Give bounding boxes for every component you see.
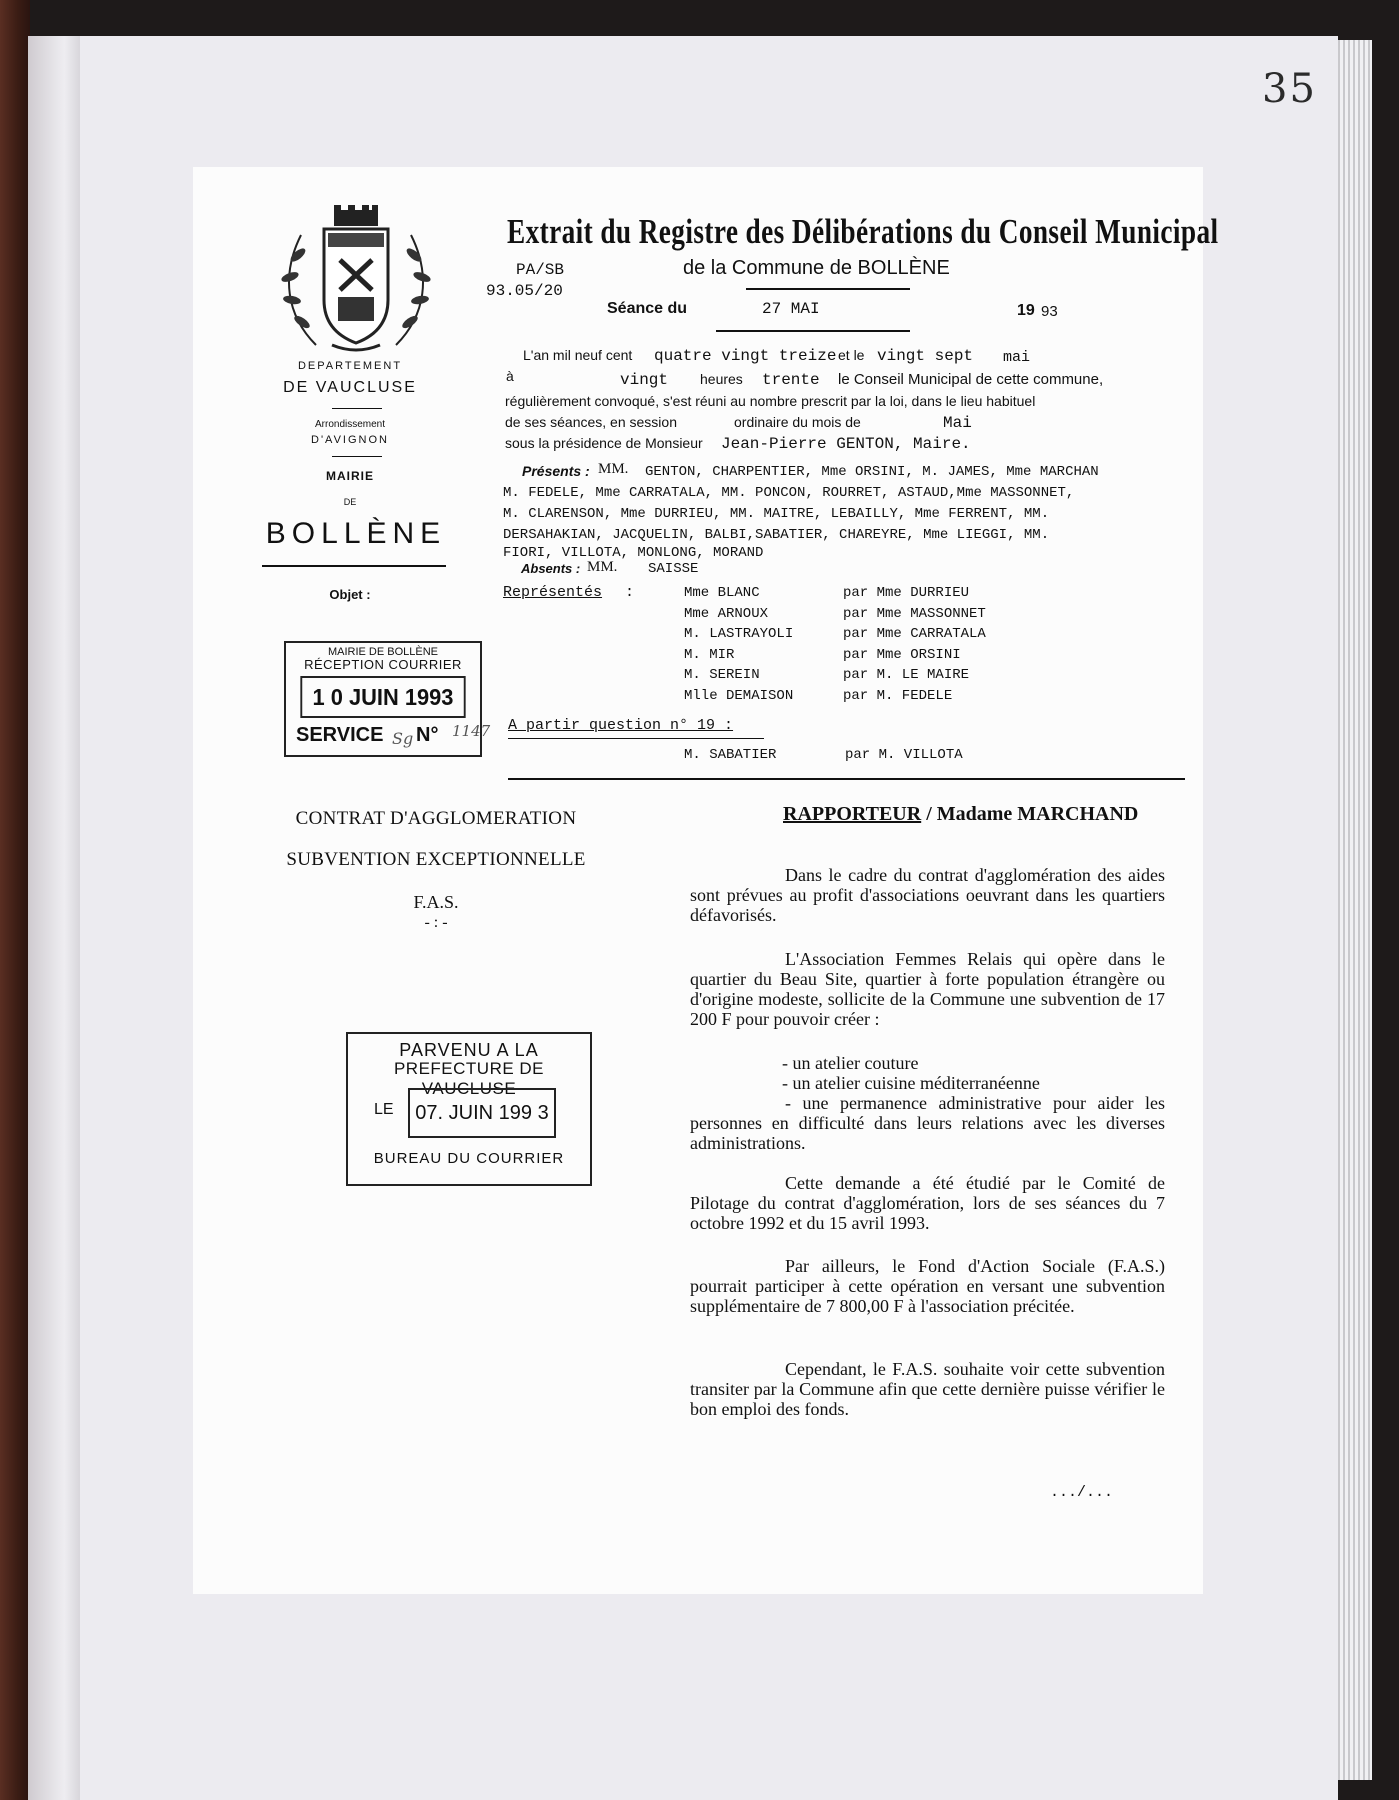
pref-bureau: BUREAU DU COURRIER — [373, 1150, 565, 1167]
absents-mm: MM. — [587, 559, 618, 575]
stamp-service: SERVICE — [296, 724, 384, 746]
body-paragraph-5: Cependant, le F.A.S. souhaite voir cette subvention transiter par la Commune afin que cette dernière puisse vérifier le bon emploi des fonds. — [690, 1359, 1165, 1419]
represented-name: Mlle DEMAISON — [684, 688, 794, 704]
representes-colon: : — [625, 584, 635, 601]
section-rule — [508, 778, 1185, 780]
pref-date: 07. JUIN 199 3 — [408, 1088, 556, 1138]
page-stack-edge — [1338, 40, 1372, 1780]
seance-label: Séance du — [607, 300, 688, 317]
departement-name: DE VAUCLUSE — [283, 379, 417, 396]
represented-name: M. LASTRAYOLI — [684, 626, 794, 642]
intro-l2-c: heures — [700, 371, 743, 387]
represented-name: M. SEREIN — [684, 667, 760, 683]
de-label: DE — [343, 497, 357, 507]
ref-code: PA/SB — [516, 261, 565, 279]
body-paragraph-1: Dans le cadre du contrat d'agglomération des aides sont prévues au profit d'associations oeuvrant dans les quartiers défavorisés. — [690, 865, 1165, 925]
objet-label: Objet : — [329, 587, 371, 602]
stamp-line2: RÉCEPTION COURRIER — [304, 657, 462, 672]
represented-by: par M. FEDELE — [843, 688, 953, 704]
objet-line3: F.A.S. — [413, 892, 459, 912]
pref-line2: PREFECTURE DE VAUCLUSE — [393, 1059, 545, 1098]
continued-marker: .../... — [1050, 1484, 1114, 1501]
intro-l2-a: à — [506, 368, 514, 384]
represented-by: par Mme CARRATALA — [843, 626, 986, 642]
objet-line1: CONTRAT D'AGGLOMERATION — [295, 808, 577, 829]
presents-mm: MM. — [598, 461, 629, 477]
intro-l2-e: le Conseil Municipal de cette commune, — [838, 371, 1104, 388]
intro-l4-b: ordinaire du mois de — [734, 414, 861, 430]
mairie-label: MAIRIE — [326, 469, 374, 483]
folio-number: 35 — [1262, 66, 1317, 112]
intro-l4-a: de ses séances, en session — [505, 414, 677, 430]
register-title: Extrait du Registre des Délibérations du Conseil Municipal — [507, 212, 1219, 251]
body-paragraph-2: L'Association Femmes Relais qui opère dans le quartier du Beau Site, quartier à forte population étrangère ou d'origine modeste, sollicite de la Commune une subvention de 17 200 F pour pouvoir créer : — [690, 949, 1165, 1029]
presents-line4: DERSAHAKIAN, JACQUELIN, BALBI,SABATIER, CHAREYRE, Mme LIEGGI, MM. — [503, 527, 1050, 543]
stamp-line1: MAIRIE DE BOLLÈNE — [327, 646, 439, 658]
year-suffix: 93 — [1041, 303, 1058, 320]
body-item-3: - une permanence administrative pour aider les personnes en difficulté dans leurs relations avec les diverses administrations. — [690, 1093, 1165, 1153]
arrondissement-name: D'AVIGNON — [311, 434, 389, 446]
intro-l1-e: mai — [1003, 349, 1031, 366]
partir-rule — [508, 738, 764, 739]
rapporteur-heading — [783, 803, 1138, 826]
represented-name: Mme BLANC — [684, 585, 760, 601]
represented-by: par Mme DURRIEU — [843, 585, 970, 601]
body-paragraph-3: Cette demande a été étudié par le Comité de Pilotage du contrat d'agglomération, lors de ses séances du 7 octobre 1992 et du 15 avril 1993. — [690, 1173, 1165, 1233]
represented-name: Mme ARNOUX — [684, 606, 769, 622]
represented-name: M. SABATIER — [684, 747, 777, 763]
divider — [332, 456, 382, 457]
intro-l2-b: vingt — [620, 371, 669, 389]
representes-label: Représentés — [503, 584, 603, 601]
objet-line4: - : - — [424, 914, 448, 931]
left-page-edge — [28, 36, 80, 1800]
reception-stamp — [284, 641, 491, 757]
represented-by: par M. LE MAIRE — [843, 667, 970, 683]
divider — [332, 408, 382, 409]
pref-le: LE — [374, 1101, 394, 1118]
seance-date: 27 MAI — [762, 300, 820, 318]
list-item: - un atelier cuisine méditerranéenne — [782, 1073, 1040, 1093]
represented-by: par Mme MASSONNET — [843, 606, 986, 622]
intro-l5-b: Jean-Pierre GENTON, Maire. — [721, 435, 971, 453]
intro-l2-d: trente — [762, 371, 820, 389]
rapporteur-label: RAPPORTEUR — [783, 803, 922, 825]
intro-l1-d: vingt sept — [877, 347, 974, 365]
partir-label: A partir question n° 19 : — [508, 717, 734, 734]
ref-date: 93.05/20 — [486, 282, 563, 300]
commune-underline — [262, 565, 446, 567]
intro-l1-c: et le — [838, 347, 865, 363]
body-paragraph-4: Par ailleurs, le Fond d'Action Sociale (F.A.S.) pourrait participer à cette opération en versant une subvention supplémentaire de 7 800,00 F à l'association précitée. — [690, 1256, 1165, 1316]
seance-rule — [716, 330, 910, 332]
absents-names: SAISSE — [648, 561, 699, 577]
represented-by: par M. VILLOTA — [845, 747, 963, 763]
absents-label: Absents : — [521, 561, 581, 576]
book-spine — [0, 0, 30, 1800]
presents-line3: M. CLARENSON, Mme DURRIEU, MM. MAITRE, LEBAILLY, Mme FERRENT, MM. — [503, 506, 1050, 522]
rapporteur-name: / Madame MARCHAND — [926, 803, 1139, 825]
stamp-service-hand: Sg — [392, 729, 414, 748]
subtitle-rule — [746, 288, 910, 290]
presents-line5: FIORI, VILLOTA, MONLONG, MORAND — [503, 545, 764, 561]
year-prefix: 19 — [1017, 302, 1035, 319]
intro-l3: régulièrement convoqué, s'est réuni au nombre prescrit par la loi, dans le lieu habituel — [505, 393, 1036, 409]
represented-by: par Mme ORSINI — [843, 647, 961, 663]
presents-label: Présents : — [522, 463, 590, 479]
objet-line2: SUBVENTION EXCEPTIONNELLE — [286, 849, 586, 870]
pref-line1: PARVENU A LA — [399, 1040, 539, 1060]
stamp-date: 1 0 JUIN 1993 — [300, 676, 465, 718]
intro-l1-b: quatre vingt treize — [654, 347, 837, 365]
arrondissement-label: Arrondissement — [314, 419, 386, 430]
intro-l4-c: Mai — [943, 414, 972, 432]
presents-line1: GENTON, CHARPENTIER, Mme ORSINI, M. JAMES, Mme MARCHAN — [645, 464, 1099, 480]
presents-line2: M. FEDELE, Mme CARRATALA, MM. PONCON, ROURRET, ASTAUD,Mme MASSONNET, — [503, 485, 1075, 501]
list-item: - un atelier couture — [782, 1053, 919, 1073]
represented-name: M. MIR — [684, 647, 735, 663]
commune-name: BOLLÈNE — [265, 517, 447, 550]
commune-subtitle: de la Commune de BOLLÈNE — [683, 257, 950, 279]
intro-l1-a: L'an mil neuf cent — [523, 347, 633, 363]
departement-label: DEPARTEMENT — [297, 360, 403, 372]
stamp-no: N° — [416, 724, 439, 746]
prefecture-stamp — [346, 1032, 592, 1186]
coat-of-arms-icon — [276, 205, 436, 355]
intro-l5-a: sous la présidence de Monsieur — [505, 435, 703, 451]
stamp-no-hand: 1147 — [452, 722, 491, 740]
